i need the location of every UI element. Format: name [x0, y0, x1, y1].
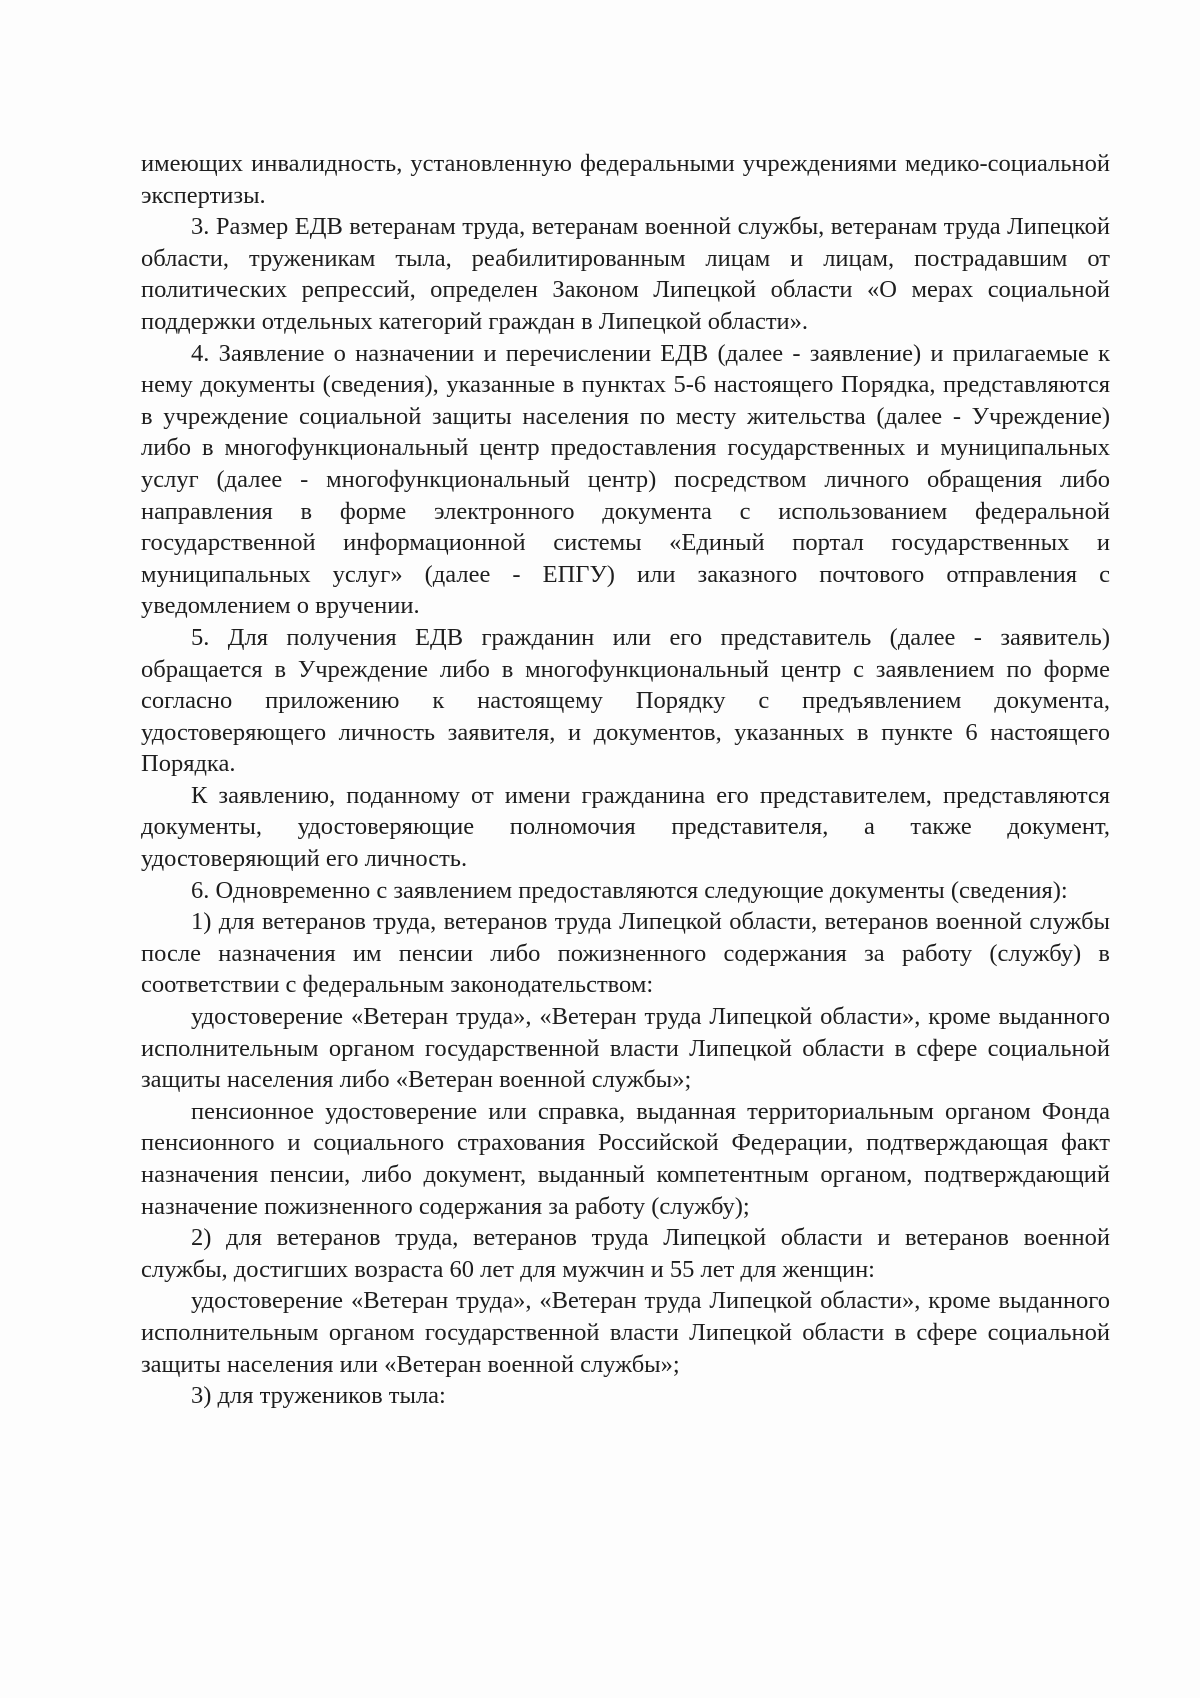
paragraph-item-4: 4. Заявление о назначении и перечислении ЕДВ (далее - заявление) и прилагаемые к нему документы (сведения), указанные в пунктах 5-6 настоящего Порядка, представляются в учреждение социальной защиты населения по месту жительства (далее - Учреждение) либо в многофункциональный центр предоставления государственных и муниципальных услуг (далее - многофункциональный центр) посредством личного обращения либо направления в форме электронного документа с использованием федеральной государственной информационной системы «Единый портал государственных и муниципальных услуг» (далее - ЕПГУ) или заказного почтового отправления с уведомлением о вручении.	[141, 339, 1110, 620]
paragraph-certificate-1: удостоверение «Ветеран труда», «Ветеран труда Липецкой области», кроме выданного исполнительным органом государственной власти Липецкой области в сфере социальной защиты населения либо «Ветеран военной службы»;	[141, 1003, 1110, 1094]
paragraph-item-6: 6. Одновременно с заявлением предоставляются следующие документы (сведения):	[191, 876, 1068, 904]
paragraph-item-5: 5. Для получения ЕДВ гражданин или его представитель (далее - заявитель) обращается в Учреждение либо в многофункциональный центр с заявлением по форме согласно приложению к настоящему Порядку с предъявлением документа, удостоверяющего личность заявителя, и документов, указанных в пункте 6 настоящего Порядка.	[141, 623, 1110, 778]
paragraph-item-3: 3. Размер ЕДВ ветеранам труда, ветеранам военной службы, ветеранам труда Липецкой области, труженикам тыла, реабилитированным лицам и лицам, пострадавшим от политических репрессий, определен Законом Липецкой области «О мерах социальной поддержки отдельных категорий граждан в Липецкой области».	[141, 213, 1110, 335]
paragraph-representative: К заявлению, поданному от имени гражданина его представителем, представляются документы, удостоверяющие полномочия представителя, а также документ, удостоверяющий его личность.	[141, 781, 1110, 873]
paragraph-pension-certificate: пенсионное удостоверение или справка, выданная территориальным органом Фонда пенсионного и социального страхования Российской Федерации, подтверждающая факт назначения пенсии, либо документ, выданный компетентным органом, подтверждающий назначение пожизненного содержания за работу (службу);	[141, 1097, 1110, 1220]
paragraph-subitem-2: 2) для ветеранов труда, ветеранов труда Липецкой области и ветеранов военной службы, достигших возраста 60 лет для мужчин и 55 лет для женщин:	[141, 1224, 1110, 1283]
paragraph-continuation: имеющих инвалидность, установленную федеральными учреждениями медико-социальной экспертизы.	[141, 150, 1110, 209]
paragraph-subitem-1: 1) для ветеранов труда, ветеранов труда Липецкой области, ветеранов военной службы после назначения им пенсии либо пожизненного содержания за работу (службу) в соответствии с федеральным законодательством:	[141, 908, 1110, 999]
paragraph-subitem-3: 3) для тружеников тыла:	[191, 1382, 446, 1410]
document-body	[141, 148, 1110, 1412]
paragraph-certificate-2: удостоверение «Ветеран труда», «Ветеран труда Липецкой области», кроме выданного исполнительным органом государственной власти Липецкой области в сфере социальной защиты населения или «Ветеран военной службы»;	[141, 1287, 1110, 1378]
